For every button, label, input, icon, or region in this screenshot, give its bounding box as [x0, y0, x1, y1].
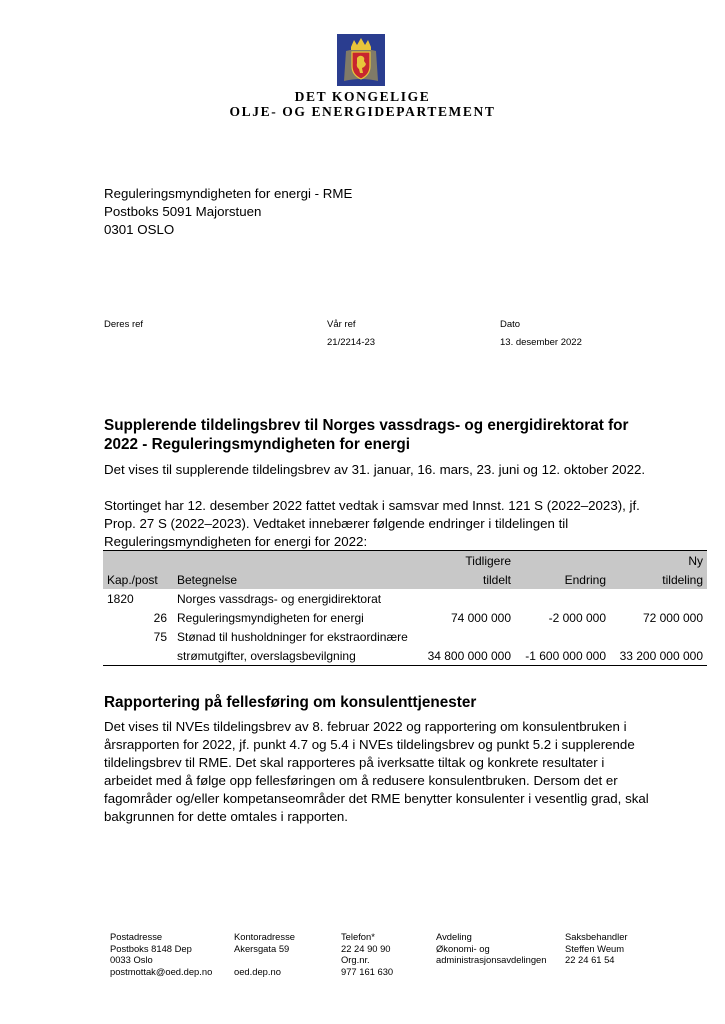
footer-text: Steffen Weum — [565, 942, 625, 954]
decision-paragraph — [104, 497, 640, 551]
table-row — [103, 627, 707, 646]
ny-cell — [610, 627, 707, 646]
dato-label: Dato — [500, 319, 521, 330]
footer-text: administrasjonsavdelingen — [436, 954, 547, 965]
section2-line: bakgrunnen for dette omtales i rapporten. — [104, 809, 348, 824]
recipient-address — [104, 185, 352, 239]
footer-text: 22 24 61 54 — [565, 954, 615, 965]
var-ref-label: Vår ref — [327, 319, 356, 330]
endring-cell: -2 000 000 — [548, 610, 606, 625]
recipient-name: Reguleringsmyndigheten for energi - RME — [104, 186, 353, 201]
footer-kontoradresse — [234, 931, 295, 977]
dato-value: 13. desember 2022 — [500, 337, 582, 348]
endring-cell — [515, 589, 610, 608]
col-header-tildelt: tildelt — [482, 572, 511, 587]
col-header-kap-post: Kap./post — [107, 572, 158, 587]
recipient-street: Postboks 5091 Majorstuen — [104, 204, 262, 219]
footer-text: 0033 Oslo — [110, 954, 153, 965]
footer-label: Avdeling — [436, 931, 472, 942]
col-header-betegnelse: Betegnelse — [177, 572, 238, 587]
footer-label: Telefon* — [341, 931, 375, 942]
col-header-tildeling: tildeling — [662, 572, 703, 587]
endring-cell — [515, 627, 610, 646]
section2-line: årsrapporten for 2022, jf. punkt 4.7 og 5.4 i NVEs tildelingsbrev og punkt 5.2 i supplerende — [104, 737, 635, 752]
footer-postadresse — [110, 931, 212, 977]
ny-cell: 33 200 000 000 — [610, 646, 707, 666]
ny-cell — [610, 589, 707, 608]
footer-text: Akersgata 59 — [234, 942, 290, 954]
footer-label: Org.nr. — [341, 954, 370, 965]
department-name-line2: OLJE- OG ENERGIDEPARTEMENT — [229, 104, 496, 119]
section2-paragraph — [104, 718, 649, 826]
var-ref-value: 21/2214-23 — [327, 337, 376, 348]
betegnelse-cell: strømutgifter, overslagsbevilgning — [173, 646, 423, 666]
section2-line: Det vises til NVEs tildelingsbrev av 8. februar 2022 og rapportering om konsulentbruken i — [104, 719, 627, 734]
recipient-city: 0301 OSLO — [104, 222, 175, 237]
table-header — [103, 551, 707, 590]
footer-label: Kontoradresse — [234, 931, 295, 942]
footer-text: 977 161 630 — [341, 965, 394, 977]
col-header-ny: Ny — [688, 553, 703, 568]
footer-avdeling — [436, 931, 546, 966]
betegnelse-cell: Reguleringsmyndigheten for energi — [177, 610, 364, 625]
betegnelse-cell: Stønad til husholdninger for ekstraordinære — [177, 629, 408, 644]
decision-line: Reguleringsmyndigheten for energi for 2022: — [104, 534, 368, 549]
section-heading-konsulenttjenester: Rapportering på fellesføring om konsulenttjenester — [104, 694, 477, 711]
footer-email: postmottak@oed.dep.no — [110, 965, 213, 977]
section2-line: fagområder og/eller kompetanseområder det RME benytter konsulenter i vesentlig grad, skal — [104, 791, 649, 806]
footer-label: Saksbehandler — [565, 931, 628, 942]
betegnelse-cell: Norges vassdrags- og energidirektorat — [177, 591, 382, 606]
section2-line: tildelingsbrev til RME. Det skal rapporteres på iverksatte tiltak og konkrete resultater i — [104, 755, 605, 770]
department-name-line1: DET KONGELIGE — [294, 89, 431, 104]
footer-text: 22 24 90 90 — [341, 942, 391, 954]
endring-cell: -1 600 000 000 — [515, 646, 610, 666]
footer-text: Postboks 8148 Dep — [110, 942, 192, 954]
section2-line: arbeidet med å følge opp fellesføringen om å redusere konsulentbruken. Dersom det er — [104, 773, 618, 788]
grant-table — [103, 550, 707, 666]
table-row — [103, 646, 707, 666]
footer-text: Økonomi- og — [436, 942, 490, 954]
letter-title: Supplerende tildelingsbrev til Norges vassdrags- og energidirektorat for 2022 - Reguleringsmyndigheten for energi — [104, 417, 629, 453]
decision-line: Stortinget har 12. desember 2022 fattet vedtak i samsvar med Innst. 121 S (2022–2023), jf. — [104, 498, 640, 513]
footer-saksbehandler — [565, 931, 628, 966]
tidligere-cell — [423, 627, 515, 646]
footer-telefon — [341, 931, 393, 977]
ny-cell: 72 000 000 — [642, 610, 703, 625]
table-row — [103, 589, 707, 608]
footer-website: oed.dep.no — [234, 965, 281, 977]
decision-line: Prop. 27 S (2022–2023). Vedtaket innebærer følgende endringer i tildelingen til — [104, 516, 569, 531]
tidligere-cell — [423, 589, 515, 608]
deres-ref-label: Deres ref — [104, 319, 144, 330]
footer-label: Postadresse — [110, 931, 163, 942]
tidligere-cell: 34 800 000 000 — [423, 646, 515, 666]
post-cell: 75 — [153, 629, 167, 644]
royal-coat-of-arms-icon — [337, 34, 385, 86]
table-row — [103, 608, 707, 627]
tidligere-cell: 74 000 000 — [450, 610, 511, 625]
footer-text — [234, 954, 295, 966]
post-cell: 26 — [153, 610, 167, 625]
intro-paragraph: Det vises til supplerende tildelingsbrev av 31. januar, 16. mars, 23. juni og 12. oktober 2022. — [104, 462, 646, 477]
col-header-endring: Endring — [564, 572, 606, 587]
kap-cell: 1820 — [107, 591, 134, 606]
col-header-tidligere: Tidligere — [465, 553, 511, 568]
